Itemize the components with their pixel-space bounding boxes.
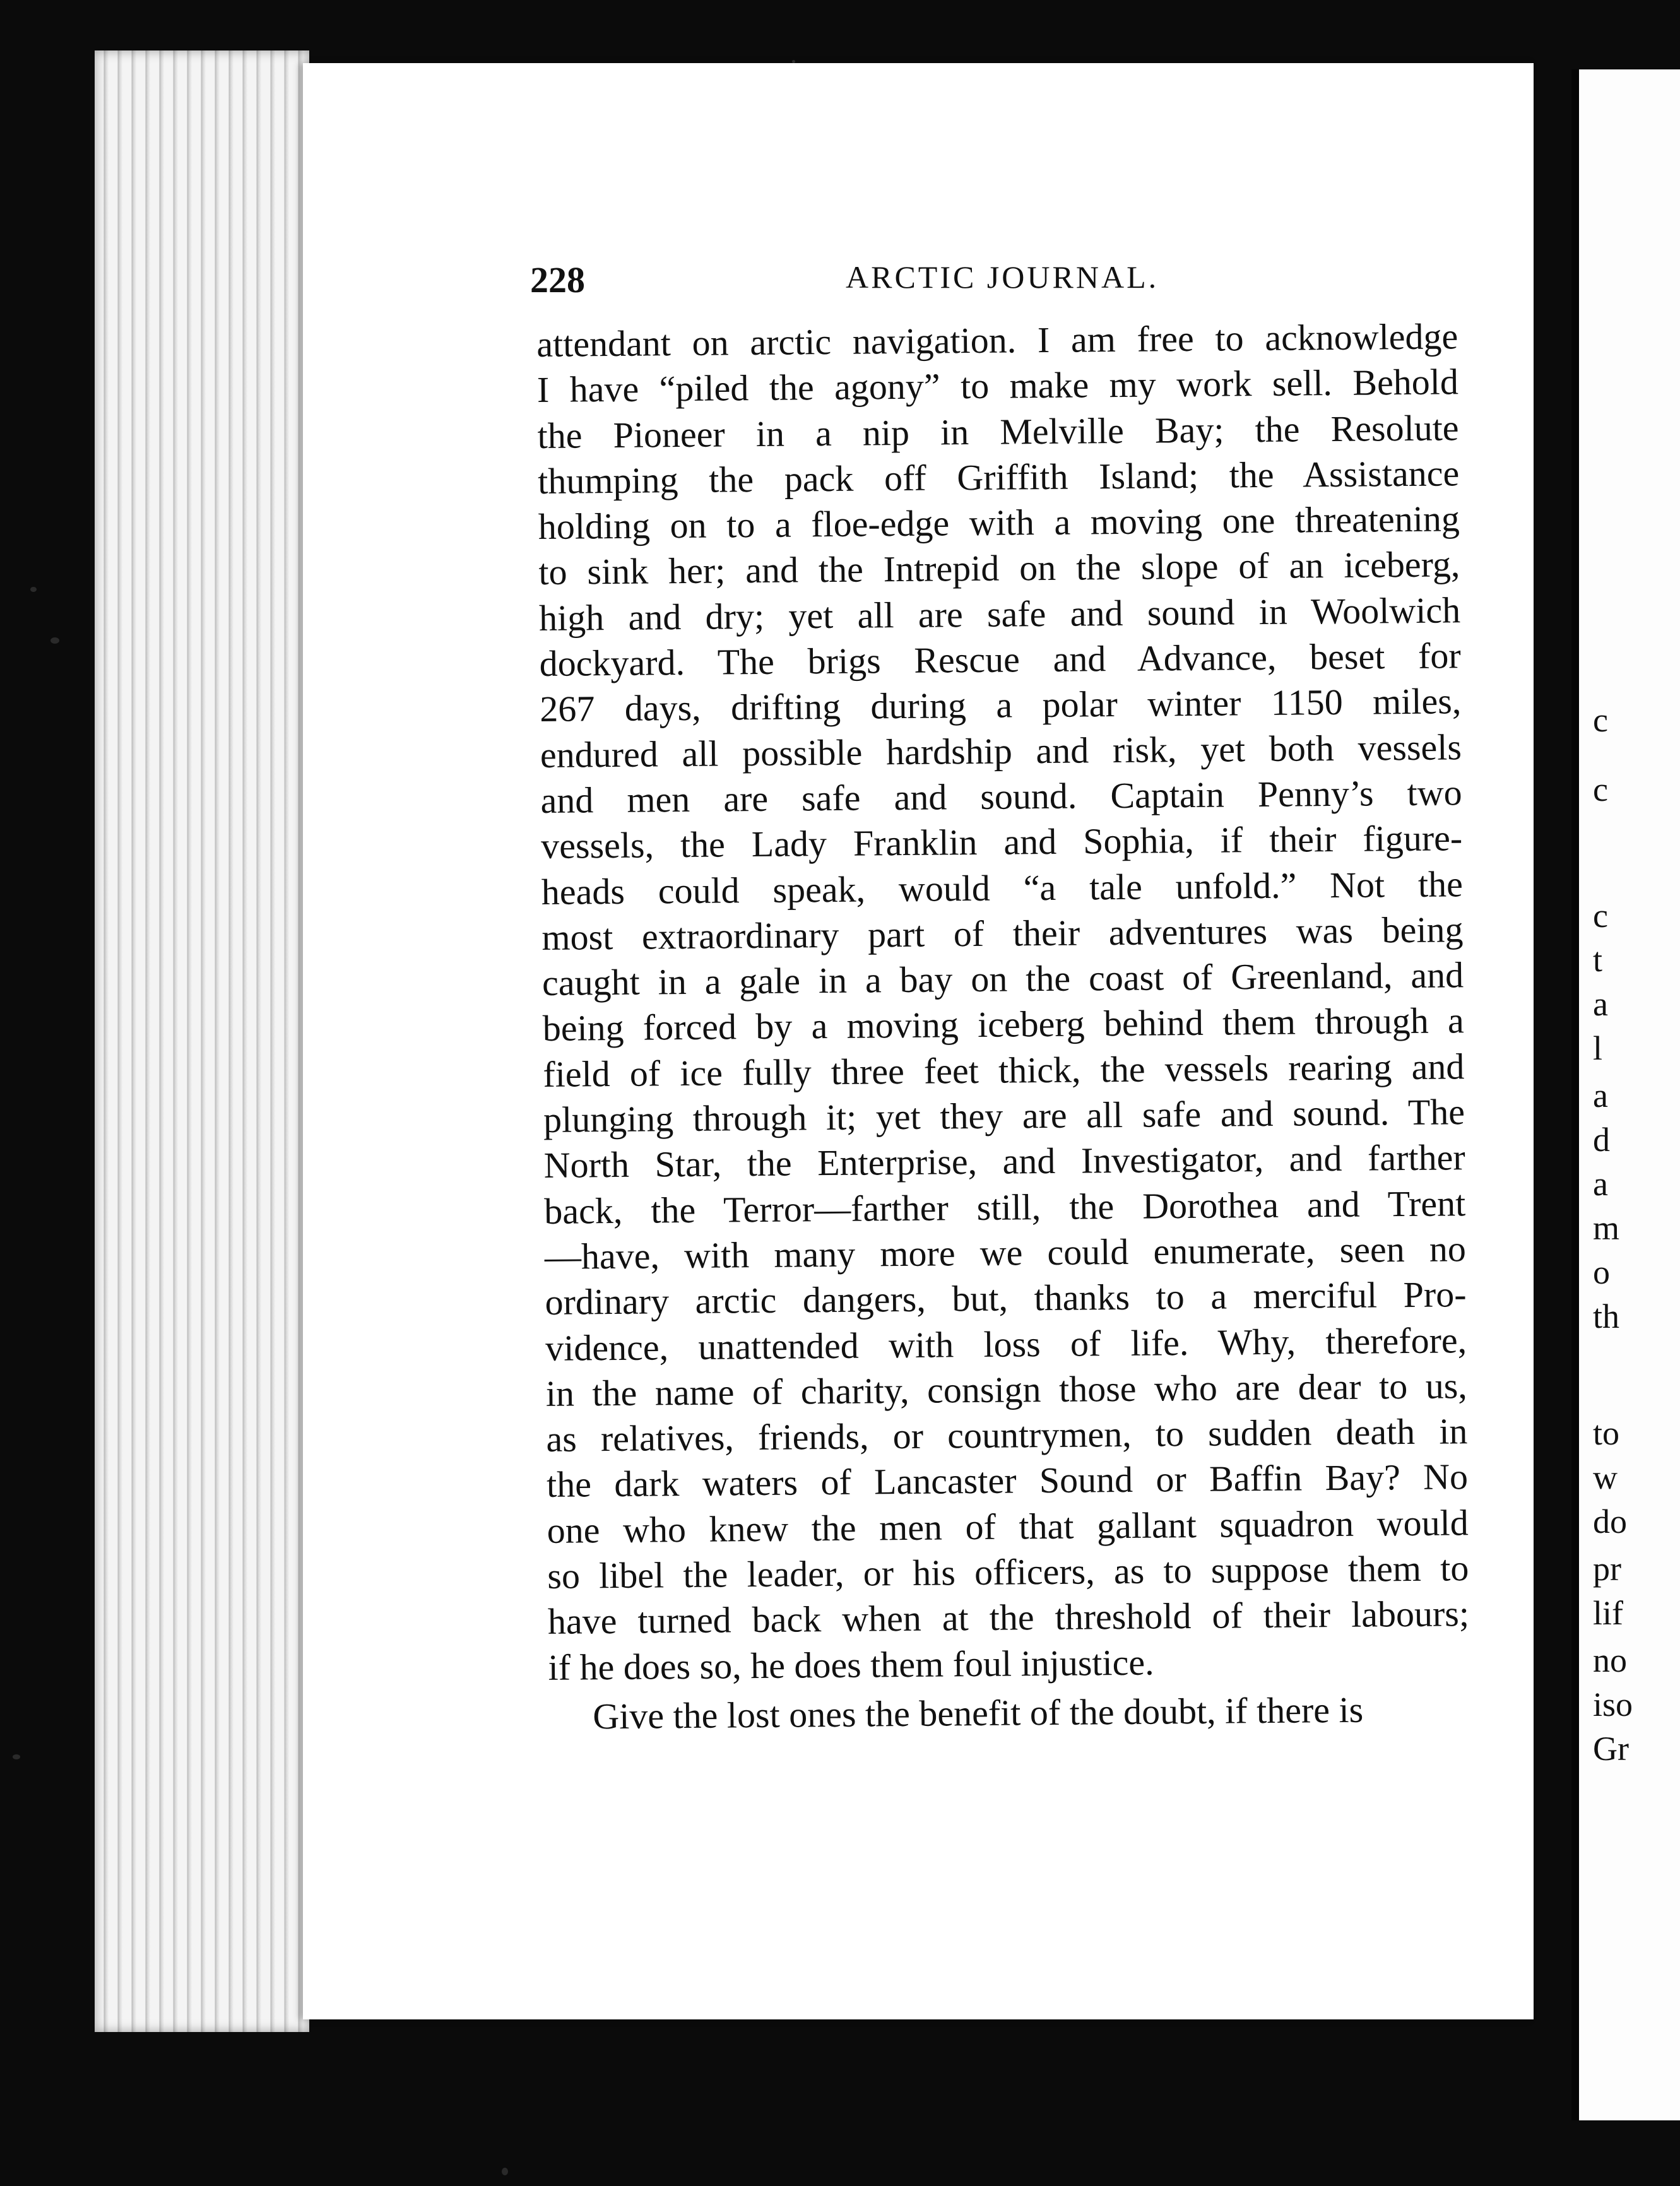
page-edges <box>95 50 309 2032</box>
facing-fragment: a <box>1593 985 1608 1023</box>
text-line: have turned back when at the threshold of their labours; <box>547 1593 1470 1643</box>
scan-speck <box>502 2168 508 2175</box>
text-line: holding on to a floe-edge with a moving one threatening <box>538 498 1460 548</box>
facing-fragment: pr <box>1593 1550 1621 1588</box>
text-line: North Star, the Enterprise, and Investigator, and farther <box>543 1137 1465 1186</box>
facing-fragment: l <box>1593 1029 1603 1067</box>
facing-fragment: d <box>1593 1121 1610 1159</box>
facing-fragment: c <box>1593 897 1608 935</box>
facing-fragment: t <box>1593 941 1603 979</box>
text-line: Give the lost ones the benefit of the doubt, if there is <box>593 1689 1364 1737</box>
text-line: heads could speak, would “a tale unfold.” Not the <box>541 863 1464 913</box>
facing-fragment: Gr <box>1593 1730 1629 1768</box>
facing-fragment: no <box>1593 1641 1627 1679</box>
text-line: one who knew the men of that gallant squadron would <box>547 1501 1469 1551</box>
facing-fragment: lif <box>1593 1594 1623 1632</box>
facing-fragment: m <box>1593 1209 1620 1247</box>
scan-speck <box>13 1754 20 1759</box>
running-head-title: ARCTIC JOURNAL. <box>846 259 1159 295</box>
text-line: to sink her; and the Intrepid on the slope of an iceberg, <box>538 543 1460 593</box>
facing-fragment: th <box>1593 1297 1620 1335</box>
text-line: —have, with many more we could enumerate, seen no <box>544 1228 1467 1277</box>
scan-speck <box>50 637 59 644</box>
facing-fragment: c <box>1593 771 1608 808</box>
page-number: 228 <box>530 259 585 300</box>
text-line: vessels, the Lady Franklin and Sophia, if their figure- <box>540 817 1463 867</box>
scan-speck <box>792 60 795 63</box>
facing-fragment: do <box>1593 1503 1627 1540</box>
text-line: dockyard. The brigs Rescue and Advance, beset for <box>539 635 1461 685</box>
text-line: if he does so, he does them foul injustice. <box>548 1641 1154 1688</box>
text-line: plunging through it; yet they are all safe and sound. The <box>543 1091 1465 1140</box>
text-line: being forced by a moving iceberg behind them through a <box>542 1000 1465 1049</box>
text-line: endured all possible hardship and risk, yet both vessels <box>540 726 1462 776</box>
facing-fragment: to <box>1593 1414 1620 1452</box>
text-line: vidence, unattended with loss of life. Why, therefore, <box>545 1319 1467 1369</box>
text-line: 267 days, drifting during a polar winter 1150 miles, <box>540 680 1462 730</box>
text-line: field of ice fully three feet thick, the vessels rearing and <box>543 1045 1465 1095</box>
text-line: most extraordinary part of their adventures was being <box>541 909 1464 958</box>
text-line: thumping the pack off Griffith Island; the Assistance <box>537 452 1460 502</box>
scan-speck <box>30 587 37 592</box>
text-line: and men are safe and sound. Captain Penny’s two <box>540 772 1462 821</box>
text-line: high and dry; yet all are safe and sound in Woolwich <box>538 589 1461 639</box>
facing-fragment: w <box>1593 1458 1618 1496</box>
text-line: in the name of charity, consign those who are dear to us, <box>545 1365 1468 1414</box>
text-line: caught in a gale in a bay on the coast of Greenland, and <box>541 954 1464 1004</box>
facing-fragment: iso <box>1593 1686 1633 1723</box>
facing-fragment: c <box>1593 701 1608 739</box>
facing-fragment: o <box>1593 1253 1610 1291</box>
running-head <box>530 259 1452 309</box>
text-line: so libel the leader, or his officers, as to suppose them to <box>547 1547 1469 1597</box>
text-line: back, the Terror—farther still, the Dorothea and Trent <box>544 1182 1466 1232</box>
text-line: the dark waters of Lancaster Sound or Baffin Bay? No <box>546 1456 1469 1506</box>
text-line: ordinary arctic dangers, but, thanks to a merciful Pro- <box>545 1273 1467 1323</box>
text-line: I have “piled the agony” to make my work sell. Behold <box>536 361 1459 411</box>
facing-page <box>1571 69 1680 2120</box>
text-line: as relatives, friends, or countrymen, to sudden death in <box>546 1410 1468 1460</box>
body-text <box>536 314 1470 1740</box>
text-line: the Pioneer in a nip in Melville Bay; the Resolute <box>537 406 1459 456</box>
facing-fragment: a <box>1593 1165 1608 1203</box>
text-line: attendant on arctic navigation. I am free to acknowledge <box>536 316 1458 365</box>
facing-fragment: a <box>1593 1077 1608 1114</box>
